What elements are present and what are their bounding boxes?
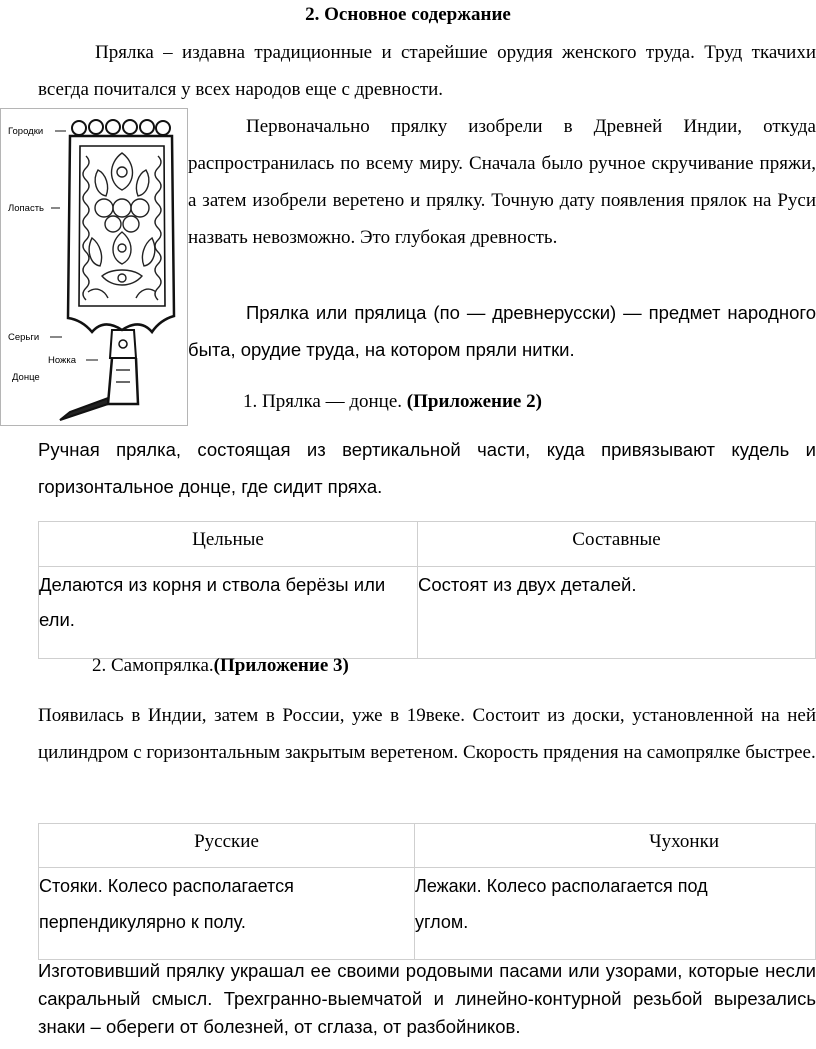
table-spinning-types xyxy=(38,521,816,659)
page-title: 2. Основное содержание xyxy=(305,4,511,25)
table-self-spinning-types xyxy=(38,823,816,960)
label-lopast: Лопасть xyxy=(8,203,44,214)
table2-header-russian: Русские xyxy=(39,824,415,868)
section1-text: Ручная прялка, состоящая из вертикальной части, куда привязывают кудель и горизонтальное донце, где сидит пряха. xyxy=(38,439,816,497)
closing-paragraph: Изготовивший прялку украшал ее своими родовыми пасами или узорами, которые несли сакральный смысл. Трехгранно-выемчатой и линейно-контурной резьбой вырезались знаки – обереги от болезней, от сглаза, от разбойников. xyxy=(38,960,816,1037)
section2-text: Появилась в Индии, затем в России, уже в 19веке. Состоит из доски, установленной на ней цилиндром с горизонтальным закрытым веретеном. Скорость прядения на самопрялке быстрее. xyxy=(38,705,816,763)
label-nozhka: Ножка xyxy=(48,355,77,366)
section2-appendix-ref: (Приложение 3) xyxy=(213,655,349,676)
spinning-distaff-illustration xyxy=(0,108,188,426)
section1-appendix-ref: (Приложение 2) xyxy=(406,391,542,412)
table2-cell-chukhonki: Лежаки. Колесо располагается под углом. xyxy=(415,868,816,960)
nozhka-leg-shape xyxy=(108,358,138,404)
table1-header-composite: Составные xyxy=(418,522,816,567)
carved-ornament xyxy=(83,153,161,300)
lopast-blade-shape xyxy=(68,136,174,332)
label-gorodki: Городки xyxy=(8,126,44,137)
definition-paragraph: Прялка или прялица (по — древнерусски) — предмет народного быта, орудие труда, на котором пряли нитки. xyxy=(188,302,816,360)
table1-cell-solid: Делаются из корня и ствола берёзы или ели. xyxy=(39,567,418,659)
section1-heading: 1. Прялка — донце. xyxy=(243,391,403,412)
section1-heading-line xyxy=(243,383,816,420)
table2-header-chukhonki: Чухонки xyxy=(415,824,816,868)
section2-heading-line xyxy=(92,647,792,684)
table2-cell-russian: Стояки. Колесо располагается перпендикулярно к полу. xyxy=(39,868,415,960)
sergi-shape xyxy=(110,330,136,358)
label-sergi: Серьги xyxy=(8,332,40,343)
label-donce: Донце xyxy=(12,372,40,383)
section2-heading: 2. Самопрялка. xyxy=(92,655,214,676)
table1-header-solid: Цельные xyxy=(39,522,418,567)
gorodki-shape xyxy=(72,120,170,135)
table1-cell-composite: Состоят из двух деталей. xyxy=(418,567,816,659)
intro-paragraph: Прялка – издавна традиционные и старейшие орудия женского труда. Труд ткачихи всегда почитался у всех народов еще с древности. xyxy=(38,42,816,100)
donce-shape xyxy=(60,398,108,420)
history-paragraph: Первоначально прялку изобрели в Древней Индии, откуда распространилась по всему миру. Сначала было ручное скручивание пряжи, а затем изобрели веретено и прялку. Точную дату появления прялок на Руси назвать невозможно. Это глубокая древность. xyxy=(188,116,816,248)
